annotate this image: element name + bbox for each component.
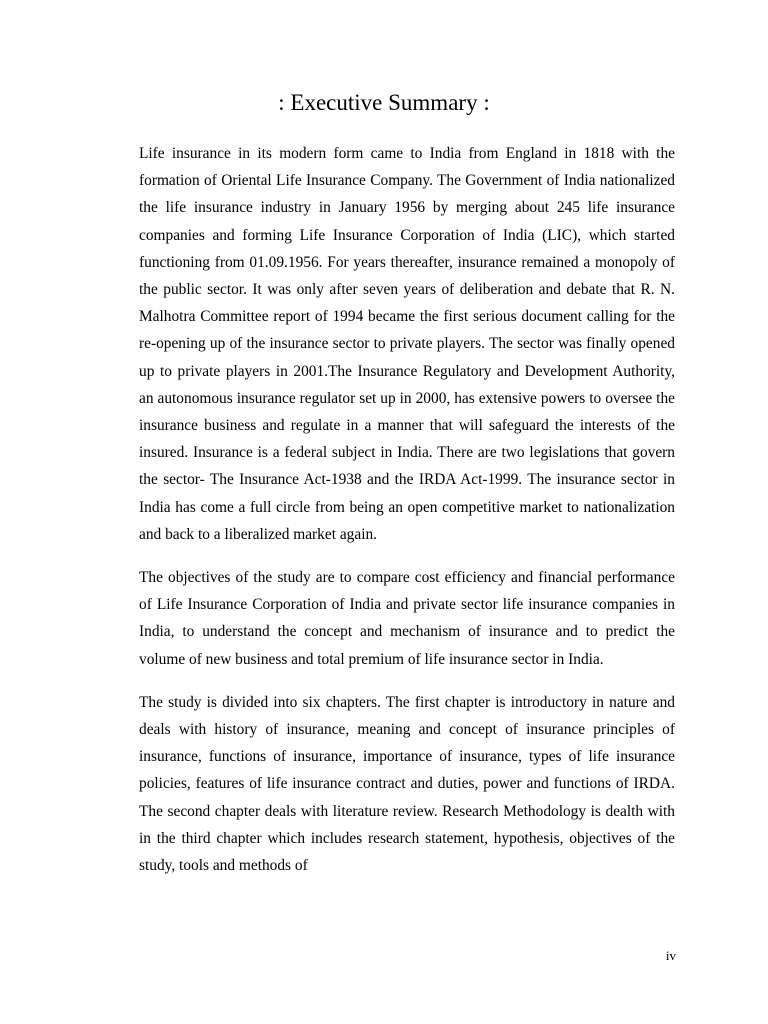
paragraph-objectives: The objectives of the study are to compare cost efficiency and financial performance of Life Insurance Corporation of India and private sector life insurance companies in India, to understand the concept and mechanism of insurance and to predict the volume of new business and total premium of life insurance sector in India. <box>139 569 675 668</box>
paragraph-history: Life insurance in its modern form came to India from England in 1818 with the formation of Oriental Life Insurance Company. The Government of India nationalized the life insurance industry in January 1956 by merging about 245 life insurance companies and forming Life Insurance Corporation of India (LIC), which started functioning from 01.09.1956. For years thereafter, insurance remained a monopoly of the public sector. It was only after seven years of deliberation and debate that R. N. Malhotra Committee report of 1994 became the first serious document calling for the re-opening up of the insurance sector to private players. The sector was finally opened up to private players in 2001.The Insurance Regulatory and Development Authority, an autonomous insurance regulator set up in 2000, has extensive powers to oversee the insurance business and regulate in a manner that will safeguard the interests of the insured. Insurance is a federal subject in India. There are two legislations that govern the sector- The Insurance Act-1938 and the IRDA Act-1999. The insurance sector in India has come a full circle from being an open competitive market to nationalization and back to a liberalized market again. <box>139 145 675 543</box>
page-number: iv <box>665 948 676 963</box>
body-text <box>139 140 675 895</box>
page-title: : Executive Summary : <box>278 90 490 115</box>
paragraph-chapters: The study is divided into six chapters. The first chapter is introductory in nature and deals with history of insurance, meaning and concept of insurance principles of insurance, functions of insurance, importance of insurance, types of life insurance policies, features of life insurance contract and duties, power and functions of IRDA. The second chapter deals with literature review. Research Methodology is dealth with in the third chapter which includes research statement, hypothesis, objectives of the study, tools and methods of <box>139 693 675 875</box>
